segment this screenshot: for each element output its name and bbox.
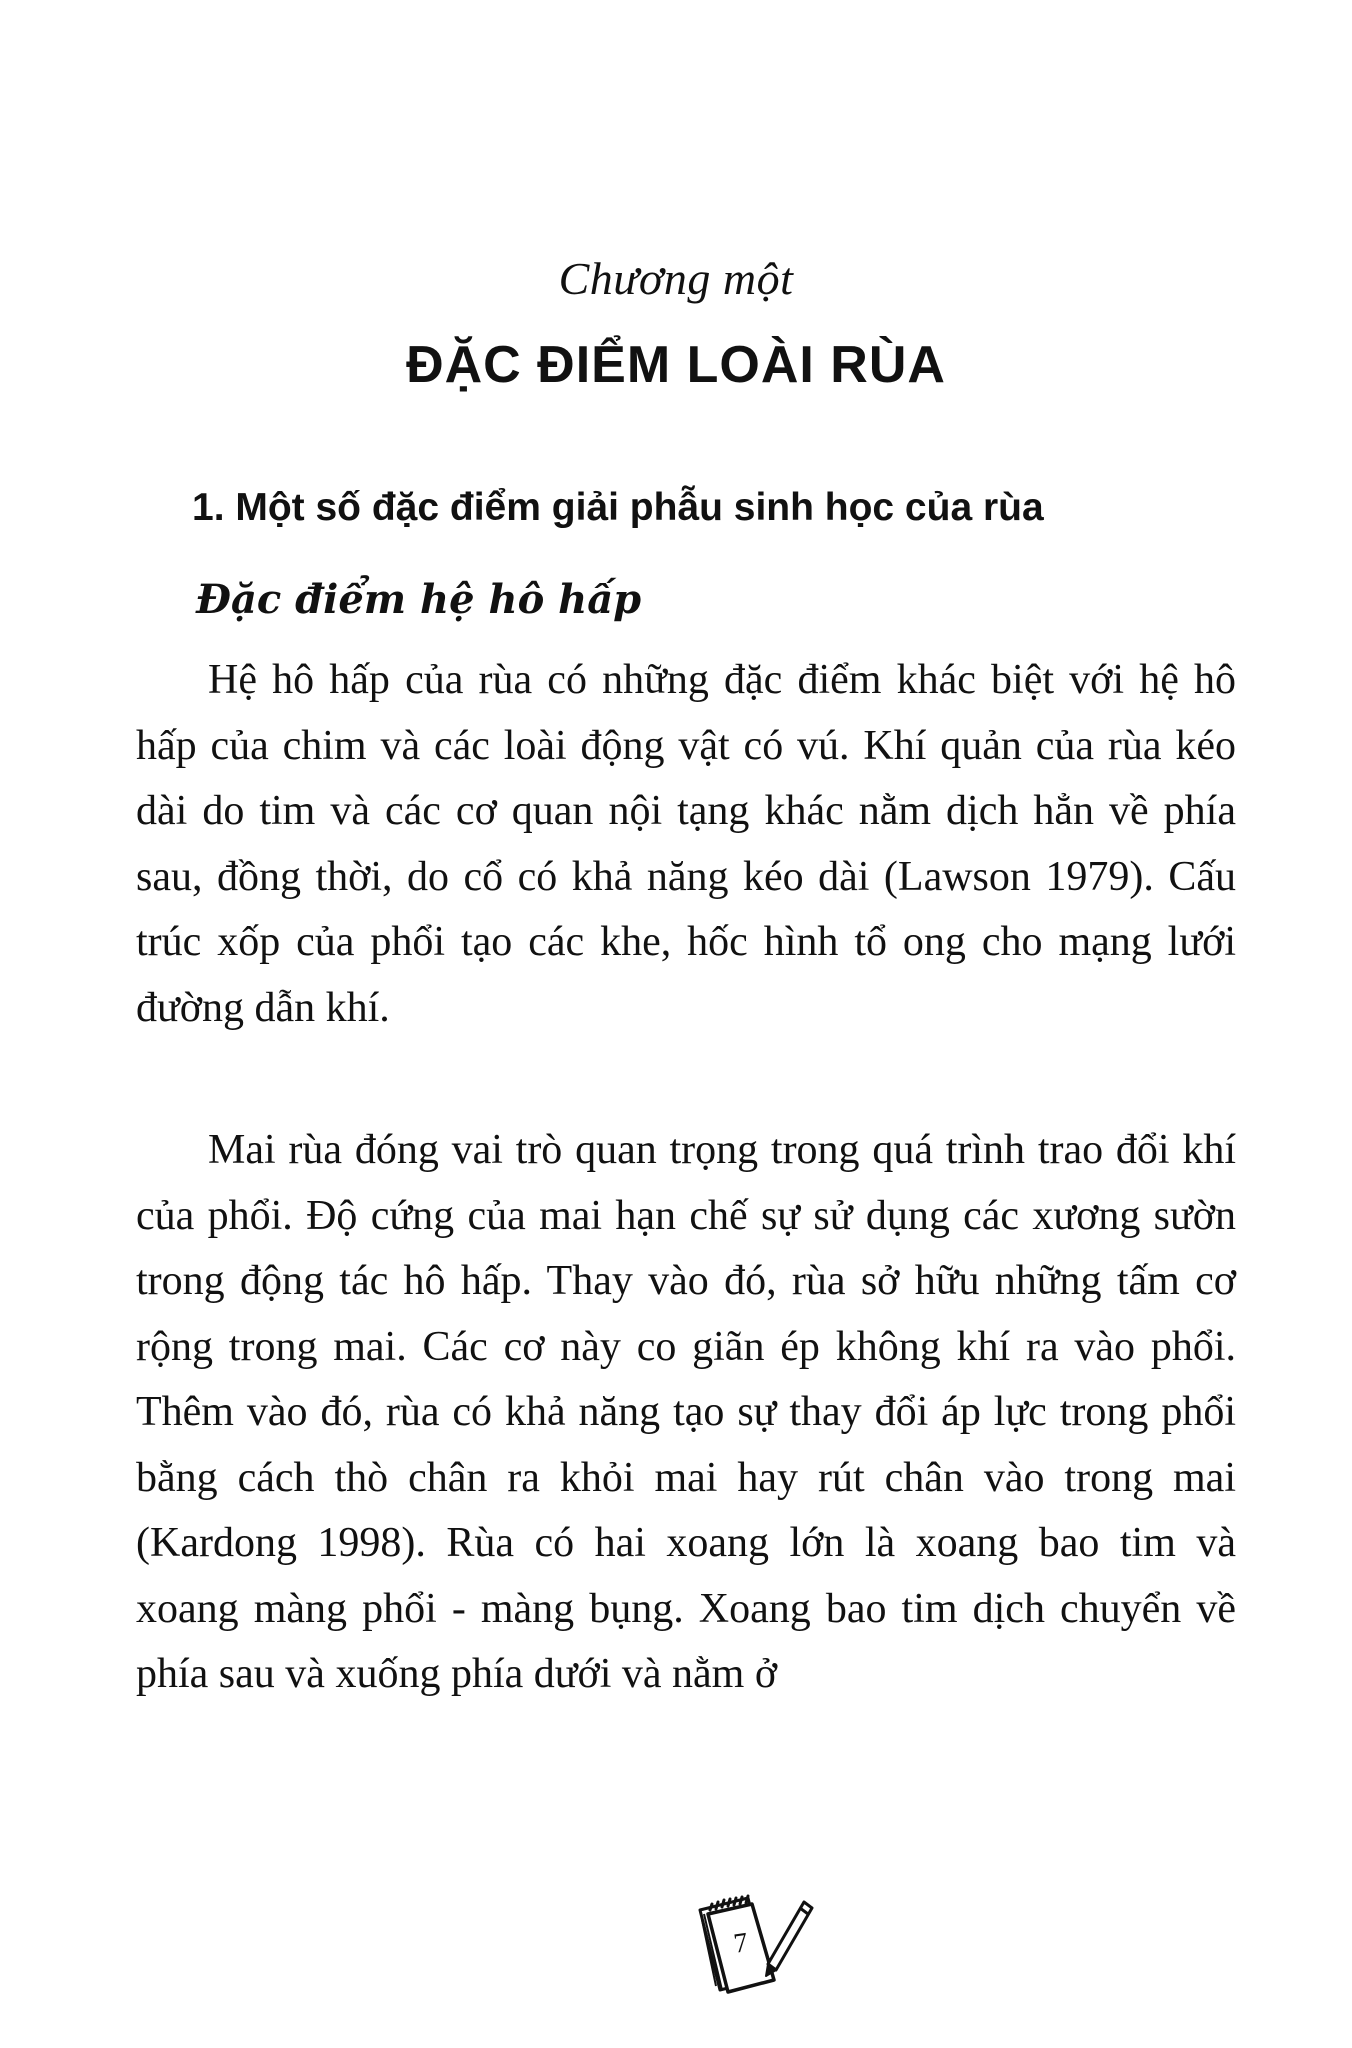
page-number-badge [686, 1880, 820, 2000]
paragraph-text: Hệ hô hấp của rùa có những đặc điểm khác biệt với hệ hô hấp của chim và các loài động vật có vú. Khí quản của rùa kéo dài do tim và các cơ quan nội tạng khác nằm dịch hẳn về phía sau, đồng thời, do cổ có khả năng kéo dài (Lawson 1979). Cấu trúc xốp của phổi tạo các khe, hốc hình tổ ong cho mạng lưới đường dẫn khí. [136, 657, 1236, 1031]
chapter-label: Chương một [558, 253, 794, 304]
page-number: 7 [731, 1927, 751, 1960]
section-heading: 1. Một số đặc điểm giải phẫu sinh học của rùa [192, 486, 1044, 529]
body-paragraph-2 [136, 1118, 1236, 1708]
body-paragraph-1 [136, 648, 1236, 1041]
subsection-heading: Đặc điểm hệ hô hấp [196, 576, 642, 623]
chapter-title: ĐẶC ĐIỂM LOÀI RÙA [406, 336, 946, 394]
paragraph-text: Mai rùa đóng vai trò quan trọng trong quá trình trao đổi khí của phổi. Độ cứng của mai hạn chế sự sử dụng các xương sườn trong động tác hô hấp. Thay vào đó, rùa sở hữu những tấm cơ rộng trong mai. Các cơ này co giãn ép không khí ra vào phổi. Thêm vào đó, rùa có khả năng tạo sự thay đổi áp lực trong phổi bằng cách thò chân ra khỏi mai hay rút chân vào trong mai (Kardong 1998). Rùa có hai xoang lớn là xoang bao tim và xoang màng phổi - màng bụng. Xoang bao tim dịch chuyển về phía sau và xuống phía dưới và nằm ở [136, 1127, 1236, 1697]
